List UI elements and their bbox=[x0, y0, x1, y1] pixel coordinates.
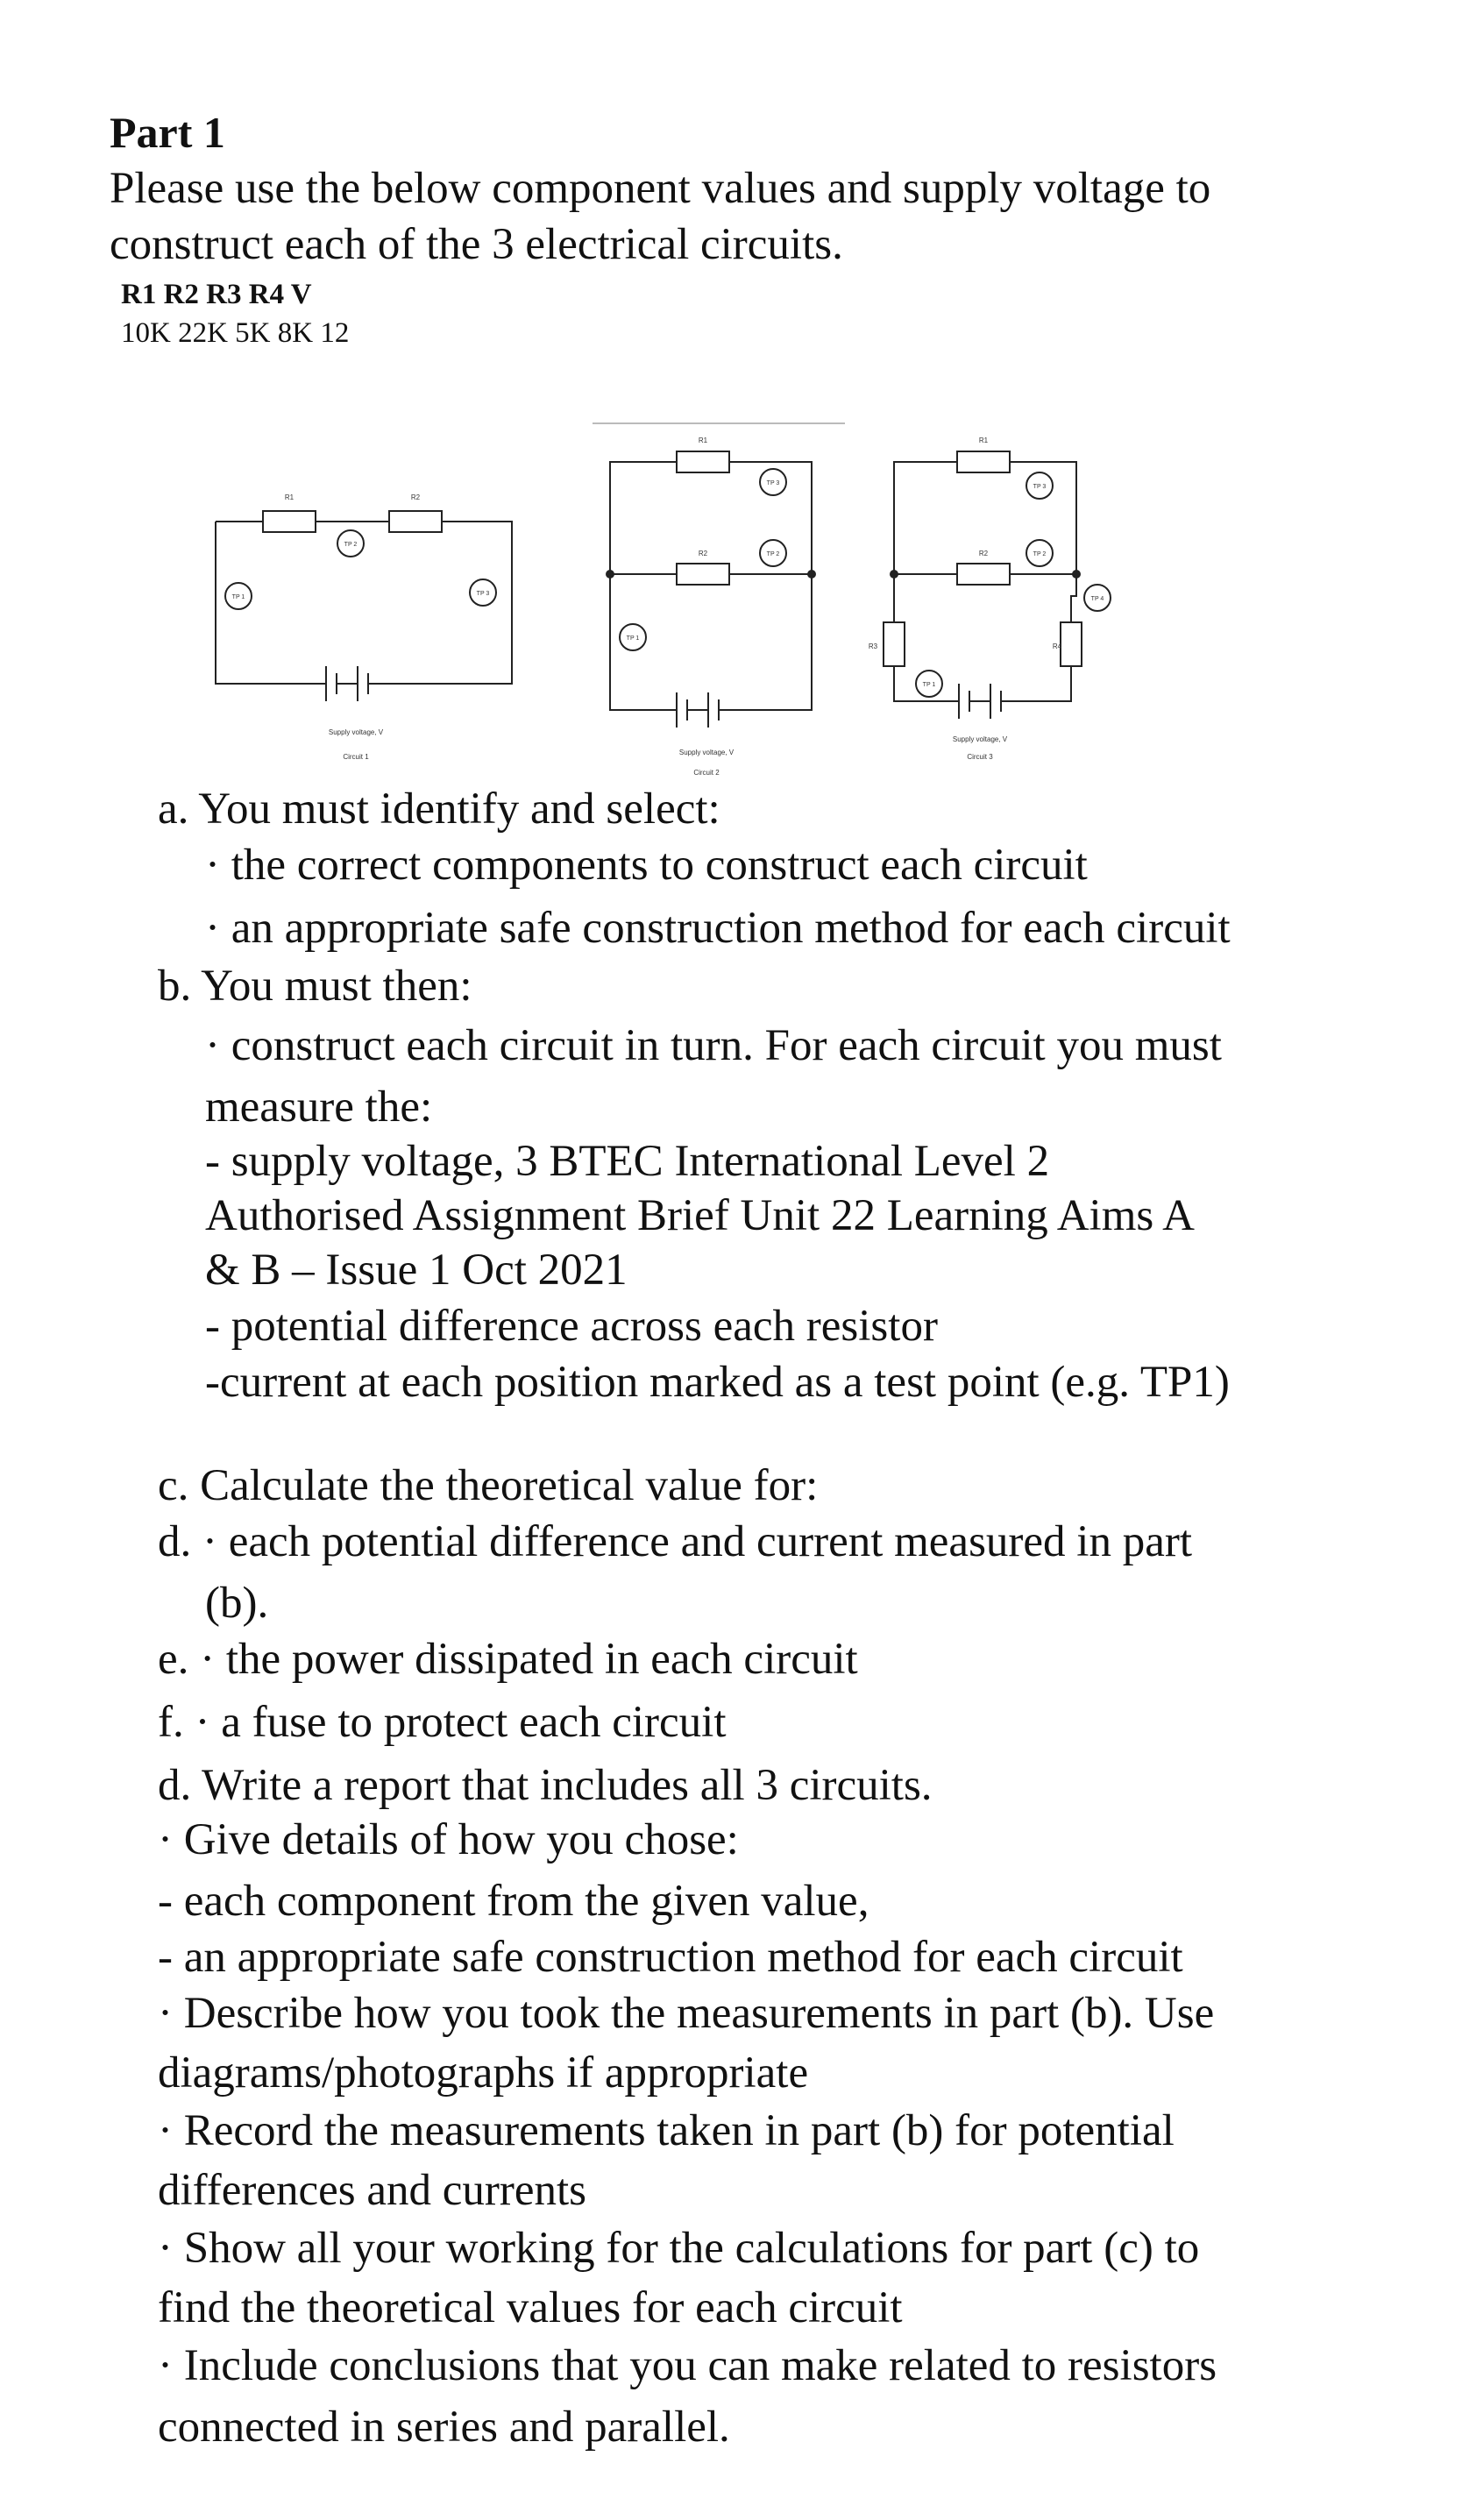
circuit-1-caption: Circuit 1 bbox=[343, 753, 369, 761]
circuit-2-r1-label: R1 bbox=[698, 437, 708, 444]
section-b-heading: b. You must then: bbox=[158, 962, 472, 1011]
circuit-3-diagram bbox=[884, 451, 1111, 719]
section-d-line-8: · Show all your working for the calculations for part (c) to bbox=[158, 2224, 1200, 2273]
circuit-1-tp2-label: TP 2 bbox=[344, 542, 358, 548]
circuit-3-tp1-label: TP 1 bbox=[922, 682, 936, 688]
circuit-2-diagram bbox=[593, 423, 845, 728]
circuit-2-r1-resistor bbox=[677, 451, 729, 472]
section-c-line-f: f. · a fuse to protect each circuit bbox=[158, 1698, 727, 1747]
circuit-1-r2-resistor bbox=[389, 511, 442, 532]
circuit-3-r2-label: R2 bbox=[978, 550, 989, 557]
circuit-2-r2-label: R2 bbox=[698, 550, 708, 557]
section-b-line-1: · construct each circuit in turn. For each circuit you must bbox=[205, 1021, 1222, 1070]
section-c-heading: c. Calculate the theoretical value for: bbox=[158, 1461, 819, 1510]
circuit-3-tp4-label: TP 4 bbox=[1090, 596, 1104, 602]
component-values: 10K 22K 5K 8K 12 bbox=[121, 317, 350, 349]
section-d-line-3: - an appropriate safe construction method for each circuit bbox=[158, 1933, 1183, 1982]
section-d-line-4: · Describe how you took the measurements in part (b). Use bbox=[158, 1989, 1215, 2038]
section-a-item-2: · an appropriate safe construction method for each circuit bbox=[205, 904, 1231, 953]
section-a-heading: a. You must identify and select: bbox=[158, 784, 720, 834]
section-d-line-9: find the theoretical values for each circuit bbox=[158, 2283, 903, 2332]
section-d-line-1: · Give details of how you chose: bbox=[158, 1815, 739, 1864]
circuit-3-r3-label: R3 bbox=[868, 642, 878, 650]
section-a-item-1: · the correct components to construct each circuit bbox=[205, 841, 1088, 890]
circuit-1-supply-label: Supply voltage, V bbox=[328, 728, 384, 736]
section-d-line-7: differences and currents bbox=[158, 2166, 586, 2215]
circuit-1-diagram bbox=[216, 511, 512, 701]
circuit-1-tp1-label: TP 1 bbox=[231, 594, 245, 600]
circuit-3-tp3-label: TP 3 bbox=[1033, 484, 1047, 490]
circuit-1-r2-label: R2 bbox=[410, 493, 421, 501]
section-d-line-5: diagrams/photographs if appropriate bbox=[158, 2048, 809, 2098]
circuit-3-caption: Circuit 3 bbox=[967, 753, 993, 761]
section-c-line-d: d. · each potential difference and current measured in part bbox=[158, 1517, 1192, 1566]
section-b-line-5: & B – Issue 1 Oct 2021 bbox=[205, 1246, 628, 1295]
circuit-3-r4-resistor bbox=[1061, 622, 1082, 666]
circuit-2-tp2-label: TP 2 bbox=[766, 551, 780, 557]
section-c-line-d-cont: (b). bbox=[205, 1579, 269, 1628]
section-c-line-e: e. · the power dissipated in each circuit bbox=[158, 1635, 858, 1684]
circuit-2-caption: Circuit 2 bbox=[693, 769, 720, 777]
circuit-3-r1-label: R1 bbox=[978, 437, 989, 444]
circuit-diagrams bbox=[0, 399, 1462, 784]
intro-line-2: construct each of the 3 electrical circuits. bbox=[110, 220, 843, 269]
circuit-3-tp2-label: TP 2 bbox=[1033, 551, 1047, 557]
section-b-line-6: - potential difference across each resistor bbox=[205, 1302, 938, 1351]
intro-line-1: Please use the below component values and supply voltage to bbox=[110, 164, 1211, 213]
section-b-line-2: measure the: bbox=[205, 1083, 433, 1132]
section-b-line-7: -current at each position marked as a test point (e.g. TP1) bbox=[205, 1358, 1230, 1407]
section-d-line-10: · Include conclusions that you can make related to resistors bbox=[158, 2341, 1217, 2390]
circuit-2-supply-label: Supply voltage, V bbox=[678, 749, 735, 756]
circuit-2-tp1-label: TP 1 bbox=[626, 635, 640, 642]
circuit-3-r4-label: R4 bbox=[1052, 642, 1062, 650]
part-title: Part 1 bbox=[110, 108, 225, 157]
circuit-2-tp3-label: TP 3 bbox=[766, 480, 780, 486]
section-d-heading: d. Write a report that includes all 3 circuits. bbox=[158, 1761, 933, 1810]
circuit-3-r1-resistor bbox=[957, 451, 1010, 472]
section-d-line-11: connected in series and parallel. bbox=[158, 2403, 730, 2452]
circuit-1-r1-label: R1 bbox=[284, 493, 295, 501]
circuit-3-r2-resistor bbox=[957, 564, 1010, 585]
section-b-line-3: - supply voltage, 3 BTEC International Level 2 bbox=[205, 1137, 1050, 1186]
circuit-3-supply-label: Supply voltage, V bbox=[952, 735, 1008, 743]
section-d-line-6: · Record the measurements taken in part (b) for potential bbox=[158, 2106, 1175, 2155]
component-headers: R1 R2 R3 R4 V bbox=[121, 279, 312, 310]
circuit-2-r2-resistor bbox=[677, 564, 729, 585]
section-d-line-2: - each component from the given value, bbox=[158, 1877, 869, 1926]
section-b-line-4: Authorised Assignment Brief Unit 22 Learning Aims A bbox=[205, 1191, 1195, 1240]
circuit-1-r1-resistor bbox=[263, 511, 316, 532]
circuit-3-r3-resistor bbox=[884, 622, 905, 666]
circuit-1-tp3-label: TP 3 bbox=[476, 591, 490, 597]
